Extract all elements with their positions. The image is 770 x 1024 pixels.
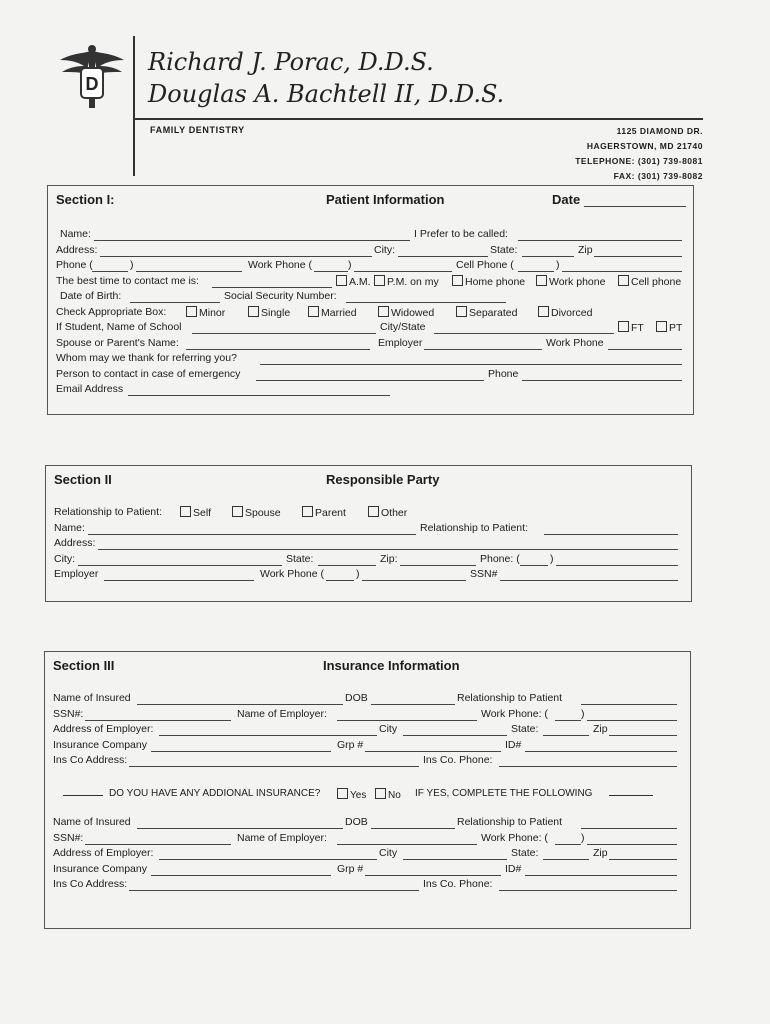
employer-field[interactable] bbox=[424, 349, 542, 350]
insured-work-phone-paren: ) bbox=[581, 707, 585, 720]
date-field[interactable] bbox=[584, 206, 686, 207]
ins-phone-field[interactable] bbox=[499, 766, 677, 767]
am-checkbox[interactable] bbox=[336, 275, 347, 286]
insured2-ssn-label: SSN#: bbox=[53, 831, 84, 844]
school-label: If Student, Name of School bbox=[56, 321, 182, 333]
rp-address-label: Address: bbox=[54, 537, 96, 549]
insured-work-phone-label: Work Phone: ( bbox=[481, 707, 548, 720]
pt-label: PT bbox=[669, 322, 683, 334]
self-checkbox[interactable] bbox=[180, 506, 191, 517]
row-ins-name bbox=[53, 692, 680, 708]
ins-company-label: Insurance Company bbox=[53, 738, 147, 751]
rp-state-label: State: bbox=[286, 552, 314, 565]
insured2-work-phone-paren: ) bbox=[581, 831, 585, 844]
pm-label: P.M. on my bbox=[387, 275, 439, 288]
rp-city-label: City: bbox=[54, 552, 75, 565]
rp-name-field[interactable] bbox=[88, 534, 416, 535]
ins2-company-field[interactable] bbox=[151, 875, 331, 876]
zip-label: Zip bbox=[578, 243, 593, 256]
employer-city-field[interactable] bbox=[403, 735, 507, 736]
employer-city-label: City bbox=[379, 723, 398, 735]
grp-field[interactable] bbox=[365, 751, 501, 752]
section-patient-information bbox=[47, 185, 694, 415]
rp-address-field[interactable] bbox=[98, 549, 678, 550]
rp-zip-field[interactable] bbox=[400, 565, 476, 566]
row-marital bbox=[56, 306, 683, 322]
grp-label: Grp # bbox=[337, 738, 364, 751]
row-phone bbox=[56, 259, 683, 275]
single-label: Single bbox=[261, 306, 291, 319]
ins2-address-field[interactable] bbox=[129, 890, 419, 891]
home-phone-label: Home phone bbox=[465, 275, 526, 288]
ft-label: FT bbox=[631, 322, 644, 334]
best-time-field[interactable] bbox=[212, 287, 332, 288]
other-label: Other bbox=[381, 507, 408, 519]
row-emergency bbox=[56, 368, 683, 384]
cell-phone-checkbox[interactable] bbox=[618, 275, 629, 286]
row-dob bbox=[56, 290, 683, 306]
employer2-zip-field[interactable] bbox=[609, 859, 677, 860]
section2-label: Section II bbox=[54, 472, 112, 487]
row-school bbox=[56, 321, 683, 337]
section3-label: Section III bbox=[53, 658, 115, 673]
grp2-label: Grp # bbox=[337, 862, 364, 875]
insured2-work-phone-area-field[interactable] bbox=[555, 844, 581, 845]
row-relationship bbox=[54, 506, 681, 522]
city-state-label: City/State bbox=[380, 321, 426, 333]
address-line-2: HAGERSTOWN, MD 21740 bbox=[586, 141, 703, 151]
rp-work-phone-label: Work Phone ( bbox=[260, 568, 324, 580]
question-rule-right bbox=[609, 795, 653, 796]
rp-work-phone-area-field[interactable] bbox=[326, 580, 354, 581]
insured-name-field[interactable] bbox=[137, 704, 343, 705]
rp-employer-label: Employer bbox=[54, 568, 99, 580]
caduceus-logo-icon bbox=[56, 44, 128, 114]
insured2-name-label: Name of Insured bbox=[53, 816, 131, 828]
insured2-employer-label: Name of Employer: bbox=[237, 831, 327, 844]
row-spouse bbox=[56, 337, 683, 353]
row-ins2-company bbox=[53, 863, 680, 879]
name-field[interactable] bbox=[94, 240, 410, 241]
row-rp-employer bbox=[54, 568, 681, 584]
email-field[interactable] bbox=[128, 395, 390, 396]
primary-insurance-block bbox=[53, 692, 680, 770]
employer2-city-field[interactable] bbox=[403, 859, 507, 860]
row-ins-ssn bbox=[53, 708, 680, 724]
work-phone2-label: Work Phone bbox=[546, 336, 604, 349]
insured-work-phone-field[interactable] bbox=[587, 720, 677, 721]
self-label: Self bbox=[193, 507, 212, 519]
grp2-field[interactable] bbox=[365, 875, 501, 876]
section1-title: Patient Information bbox=[326, 192, 445, 207]
ins-address-label: Ins Co Address: bbox=[53, 754, 128, 766]
address-label: Address: bbox=[56, 243, 98, 256]
employer2-address-label: Address of Employer: bbox=[53, 847, 154, 859]
if-yes-label: IF YES, COMPLETE THE FOLLOWING bbox=[415, 788, 593, 799]
rp-phone-paren: ) bbox=[550, 552, 554, 565]
rp-ssn-label: SSN# bbox=[470, 568, 498, 580]
employer2-city-label: City bbox=[379, 847, 398, 859]
rp-employer-field[interactable] bbox=[104, 580, 254, 581]
section3-title: Insurance Information bbox=[323, 658, 460, 673]
ssn-label: Social Security Number: bbox=[224, 290, 337, 302]
yes-label: Yes bbox=[350, 790, 367, 801]
logo-letter: D bbox=[85, 74, 99, 94]
prefer-label: I Prefer to be called: bbox=[414, 228, 508, 240]
employer-zip-label: Zip bbox=[593, 723, 608, 735]
work-phone-area-field[interactable] bbox=[314, 271, 348, 272]
row-rp-city bbox=[54, 553, 681, 569]
insured-employer-field[interactable] bbox=[337, 720, 477, 721]
section2-title: Responsible Party bbox=[326, 472, 440, 487]
divorced-checkbox[interactable] bbox=[538, 306, 549, 317]
rp-phone-area-field[interactable] bbox=[520, 565, 548, 566]
rp-zip-label: Zip: bbox=[380, 552, 398, 565]
state-label: State: bbox=[490, 243, 518, 256]
row-ins2-name bbox=[53, 816, 680, 832]
ssn-field[interactable] bbox=[346, 302, 506, 303]
parent-label: Parent bbox=[315, 507, 346, 519]
row-ins-employer-address bbox=[53, 723, 680, 739]
work-phone2-field[interactable] bbox=[608, 349, 682, 350]
rp-work-phone-paren: ) bbox=[356, 568, 360, 580]
ins-address-field[interactable] bbox=[129, 766, 419, 767]
emergency-label: Person to contact in case of emergency bbox=[56, 367, 241, 380]
phone-paren: ) bbox=[130, 259, 134, 271]
id2-label: ID# bbox=[505, 862, 522, 875]
telephone: TELEPHONE: (301) 739-8081 bbox=[575, 156, 703, 166]
yes-checkbox[interactable] bbox=[337, 788, 348, 799]
minor-label: Minor bbox=[199, 306, 226, 319]
city-field[interactable] bbox=[398, 256, 488, 257]
spouse-field[interactable] bbox=[186, 349, 370, 350]
employer2-state-field[interactable] bbox=[543, 859, 589, 860]
widowed-label: Widowed bbox=[391, 306, 435, 319]
insured2-dob-label: DOB bbox=[345, 816, 368, 828]
id-label: ID# bbox=[505, 738, 522, 751]
rp-state-field[interactable] bbox=[318, 565, 376, 566]
row-address bbox=[56, 244, 683, 260]
cell-phone-label: Cell Phone ( bbox=[456, 259, 514, 271]
insured-dob-label: DOB bbox=[345, 692, 368, 704]
ins-company-field[interactable] bbox=[151, 751, 331, 752]
additional-insurance-question bbox=[53, 788, 680, 804]
insured-work-phone-area-field[interactable] bbox=[555, 720, 581, 721]
insured-ssn-field[interactable] bbox=[85, 720, 231, 721]
no-label: No bbox=[388, 790, 401, 801]
pm-checkbox[interactable] bbox=[374, 275, 385, 286]
rp-relationship-field[interactable] bbox=[544, 534, 678, 535]
ins2-company-label: Insurance Company bbox=[53, 862, 147, 875]
ins2-phone-label: Ins Co. Phone: bbox=[423, 878, 493, 890]
practice-type: FAMILY DENTISTRY bbox=[150, 125, 245, 135]
relationship-label: Relationship to Patient: bbox=[54, 506, 162, 518]
date-label: Date bbox=[552, 192, 581, 207]
section-insurance-information bbox=[44, 651, 691, 929]
row-name bbox=[56, 228, 683, 244]
insured2-work-phone-label: Work Phone: ( bbox=[481, 831, 548, 844]
address-line-1: 1125 DIAMOND DR. bbox=[616, 126, 703, 136]
work-phone-label: Work Phone ( bbox=[248, 259, 312, 271]
cell-phone-paren: ) bbox=[556, 259, 560, 271]
employer-zip-field[interactable] bbox=[609, 735, 677, 736]
insured-relationship-label: Relationship to Patient bbox=[457, 692, 563, 704]
other-checkbox[interactable] bbox=[368, 506, 379, 517]
check-box-label: Check Appropriate Box: bbox=[56, 305, 167, 318]
home-phone-checkbox[interactable] bbox=[452, 275, 463, 286]
row-ins2-ssn bbox=[53, 832, 680, 848]
work-phone-paren: ) bbox=[348, 259, 352, 271]
insured2-employer-field[interactable] bbox=[337, 844, 477, 845]
employer-address-label: Address of Employer: bbox=[53, 723, 154, 735]
ins2-address-label: Ins Co Address: bbox=[53, 878, 128, 890]
cell-phone-field[interactable] bbox=[562, 271, 682, 272]
rp-city-field[interactable] bbox=[78, 565, 282, 566]
dob-field[interactable] bbox=[130, 302, 220, 303]
separated-checkbox[interactable] bbox=[456, 306, 467, 317]
prefer-field[interactable] bbox=[518, 240, 682, 241]
row-rp-address bbox=[54, 537, 681, 553]
rp-ssn-field[interactable] bbox=[500, 580, 678, 581]
insured2-relationship-field[interactable] bbox=[581, 828, 677, 829]
insured2-dob-field[interactable] bbox=[371, 828, 455, 829]
insured-ssn-label: SSN#: bbox=[53, 707, 84, 720]
school-field[interactable] bbox=[192, 333, 376, 334]
row-ins-company bbox=[53, 739, 680, 755]
row-ins2-employer-address bbox=[53, 847, 680, 863]
id-field[interactable] bbox=[525, 751, 677, 752]
spouse-checkbox[interactable] bbox=[232, 506, 243, 517]
employer-state-label: State: bbox=[511, 723, 539, 735]
phone2-label: Phone bbox=[488, 367, 519, 380]
section-responsible-party bbox=[45, 465, 692, 602]
referring-field[interactable] bbox=[260, 364, 682, 365]
parent-checkbox[interactable] bbox=[302, 506, 313, 517]
city-state-field[interactable] bbox=[434, 333, 614, 334]
separated-label: Separated bbox=[469, 306, 518, 319]
insured2-name-field[interactable] bbox=[137, 828, 343, 829]
work-phone-field[interactable] bbox=[354, 271, 452, 272]
row-best-time bbox=[56, 275, 683, 291]
state-field[interactable] bbox=[522, 256, 574, 257]
am-label: A.M. bbox=[349, 275, 371, 288]
dentist-name-1: Richard J. Porac, D.D.S. bbox=[148, 48, 434, 76]
employer-state-field[interactable] bbox=[543, 735, 589, 736]
row-referring bbox=[56, 352, 683, 368]
phone-label: Phone ( bbox=[56, 259, 93, 271]
fax: FAX: (301) 739-8082 bbox=[613, 171, 703, 181]
employer2-zip-label: Zip bbox=[593, 847, 608, 859]
insured2-work-phone-field[interactable] bbox=[587, 844, 677, 845]
rp-work-phone-field[interactable] bbox=[362, 580, 466, 581]
insured-dob-field[interactable] bbox=[371, 704, 455, 705]
row-rp-name bbox=[54, 522, 681, 538]
ins-phone-label: Ins Co. Phone: bbox=[423, 754, 493, 766]
insured-employer-label: Name of Employer: bbox=[237, 707, 327, 720]
emergency-field[interactable] bbox=[256, 380, 484, 381]
section1-label: Section I: bbox=[56, 192, 115, 207]
work-phone-opt-label: Work phone bbox=[549, 275, 606, 288]
insured-name-label: Name of Insured bbox=[53, 692, 131, 704]
zip-field[interactable] bbox=[594, 256, 682, 257]
married-checkbox[interactable] bbox=[308, 306, 319, 317]
no-checkbox[interactable] bbox=[375, 788, 386, 799]
address-field[interactable] bbox=[100, 256, 372, 257]
ins2-phone-field[interactable] bbox=[499, 890, 677, 891]
employer-address-field[interactable] bbox=[159, 735, 377, 736]
dentist-name-2: Douglas A. Bachtell II, D.D.S. bbox=[148, 80, 505, 108]
pt-checkbox[interactable] bbox=[656, 321, 667, 332]
rp-phone-field[interactable] bbox=[556, 565, 678, 566]
insured2-ssn-field[interactable] bbox=[85, 844, 231, 845]
best-time-label: The best time to contact me is: bbox=[56, 274, 199, 287]
insured-relationship-field[interactable] bbox=[581, 704, 677, 705]
single-checkbox[interactable] bbox=[248, 306, 259, 317]
additional-insurance-label: DO YOU HAVE ANY ADDIONAL INSURANCE? bbox=[109, 788, 321, 799]
phone-field[interactable] bbox=[136, 271, 242, 272]
widowed-checkbox[interactable] bbox=[378, 306, 389, 317]
ft-checkbox[interactable] bbox=[618, 321, 629, 332]
email-label: Email Address bbox=[56, 383, 124, 395]
name-label: Name: bbox=[60, 228, 91, 240]
row-ins2-address bbox=[53, 878, 680, 894]
city-label: City: bbox=[374, 243, 395, 256]
letterhead-divider-vertical bbox=[133, 36, 135, 176]
rp-phone-label: Phone: ( bbox=[480, 552, 520, 565]
phone-area-field[interactable] bbox=[92, 271, 128, 272]
divorced-label: Divorced bbox=[551, 306, 593, 319]
secondary-insurance-block bbox=[53, 816, 680, 894]
insured2-relationship-label: Relationship to Patient bbox=[457, 816, 563, 828]
minor-checkbox[interactable] bbox=[186, 306, 197, 317]
spouse-label: Spouse or Parent's Name: bbox=[56, 336, 179, 349]
employer2-address-field[interactable] bbox=[159, 859, 377, 860]
id2-field[interactable] bbox=[525, 875, 677, 876]
dob-label: Date of Birth: bbox=[60, 290, 122, 302]
spouse-rel-label: Spouse bbox=[245, 507, 281, 519]
referring-label: Whom may we thank for referring you? bbox=[56, 352, 237, 364]
cell-phone-area-field[interactable] bbox=[518, 271, 554, 272]
cell-phone-opt-label: Cell phone bbox=[631, 275, 682, 288]
married-label: Married bbox=[321, 306, 357, 319]
row-email bbox=[56, 383, 683, 399]
letterhead-divider-horizontal bbox=[133, 118, 703, 120]
practice-address bbox=[575, 124, 703, 184]
employer2-state-label: State: bbox=[511, 847, 539, 859]
row-ins-address bbox=[53, 754, 680, 770]
employer-label: Employer bbox=[378, 336, 423, 349]
work-phone-checkbox[interactable] bbox=[536, 275, 547, 286]
rp-name-label: Name: bbox=[54, 521, 85, 534]
phone2-field[interactable] bbox=[522, 380, 682, 381]
question-rule-left bbox=[63, 795, 103, 796]
rp-relationship-label: Relationship to Patient: bbox=[420, 521, 528, 534]
